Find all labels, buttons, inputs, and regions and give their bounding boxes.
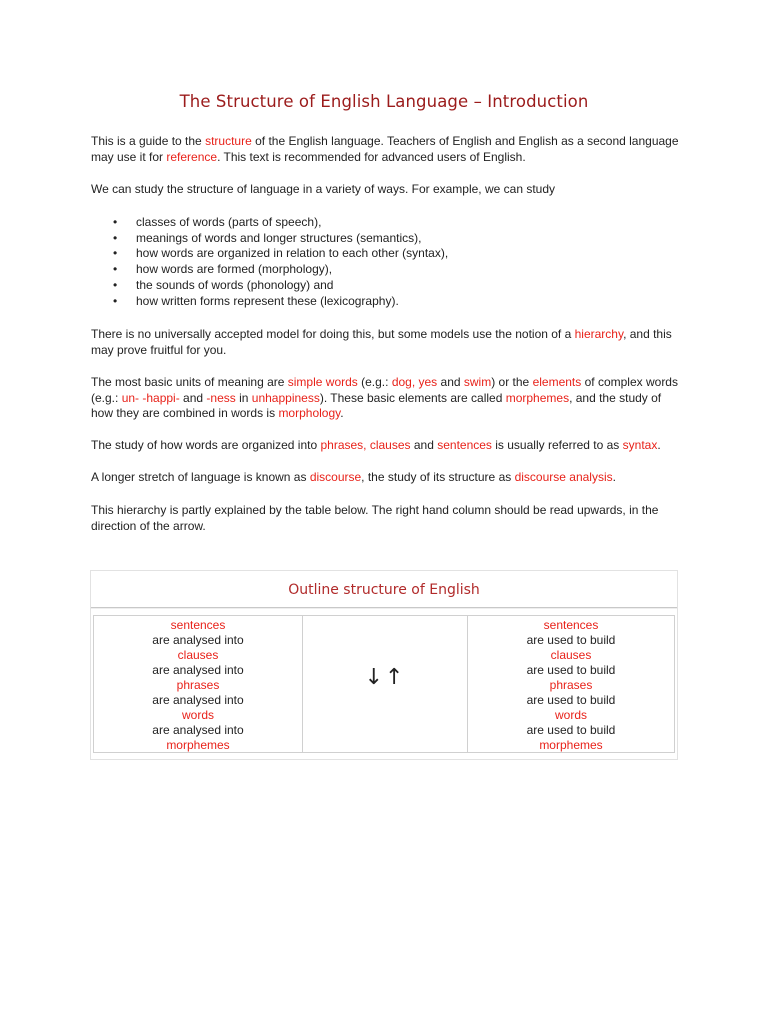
- list-item-text: the sounds of words (phonology) and: [136, 277, 334, 292]
- highlight-term: unhappiness: [251, 390, 320, 405]
- highlight-term: morphology: [278, 406, 341, 420]
- highlight-term: elements: [532, 375, 582, 389]
- table-term: phrases: [549, 678, 593, 692]
- table-relation: are analysed into: [152, 663, 244, 677]
- text-span: The study of how words are organized into: [91, 438, 321, 452]
- highlight-term: hierarchy: [574, 327, 624, 341]
- text-span: and: [179, 390, 207, 405]
- hierarchy-paragraph: [91, 327, 681, 358]
- highlight-term: structure: [205, 134, 252, 148]
- highlight-term: sentences: [437, 438, 492, 452]
- list-item: [91, 231, 651, 247]
- text-span: , and the study of how they are combined in words is: [91, 390, 662, 420]
- table-intro-paragraph: This hierarchy is partly explained by the table below. The right hand column should be read upwards, in the direction of the arrow.: [91, 503, 659, 533]
- left-column: [93, 615, 303, 753]
- text-span: , the study of its structure as: [361, 470, 515, 484]
- table-term: clauses: [177, 648, 219, 662]
- list-item-text: classes of words (parts of speech),: [136, 215, 322, 229]
- highlight-term: discourse analysis: [514, 470, 613, 484]
- study-paragraph: We can study the structure of language in a variety of ways. For example, we can study: [91, 182, 556, 196]
- text-span: and: [410, 438, 438, 452]
- table-term: phrases: [176, 678, 220, 692]
- list-item: [91, 215, 651, 231]
- table-term: words: [181, 708, 214, 722]
- text-span: .: [612, 470, 616, 484]
- bullet-icon: •: [113, 215, 118, 229]
- bullet-list: [91, 215, 651, 309]
- text-span: A longer stretch of language is known as: [91, 470, 310, 484]
- bullet-icon: •: [113, 230, 118, 245]
- table-relation: are analysed into: [152, 633, 244, 647]
- table-term: sentences: [543, 618, 599, 632]
- discourse-paragraph: [91, 470, 681, 486]
- highlight-term: morphemes: [505, 390, 570, 405]
- syntax-paragraph: [91, 438, 681, 454]
- table-term: sentences: [170, 618, 226, 632]
- text-span: . This text is recommended for advanced users of English.: [217, 149, 526, 164]
- text-span: This is a guide to the: [91, 134, 206, 148]
- text-span: in: [235, 390, 252, 405]
- bullet-icon: •: [113, 277, 118, 292]
- text-span: , and this may prove fruitful for you.: [91, 327, 672, 357]
- list-item-text: how words are organized in relation to each other (syntax),: [136, 246, 449, 261]
- text-span: There is no universally accepted model for doing this, but some models use the notion of a: [91, 327, 575, 341]
- highlight-term: syntax: [622, 438, 658, 452]
- text-span: and: [437, 375, 464, 389]
- table-title: Outline structure of English: [91, 571, 677, 608]
- list-item: [91, 294, 651, 310]
- highlight-term: dog, yes: [391, 375, 438, 389]
- intro-paragraph: [91, 134, 681, 165]
- table-term: morphemes: [539, 738, 603, 752]
- table-relation: are used to build: [526, 663, 616, 677]
- highlight-term: -ness: [206, 390, 236, 405]
- list-item-text: how words are formed (morphology),: [136, 262, 333, 277]
- text-span: of complex words (e.g.:: [91, 375, 678, 405]
- highlight-term: swim: [463, 375, 492, 389]
- bullet-icon: •: [113, 293, 118, 308]
- page-title: The Structure of English Language – Introduction: [179, 92, 589, 111]
- text-span: ) or the: [491, 375, 533, 389]
- list-item-text: meanings of words and longer structures (semantics),: [136, 230, 422, 245]
- text-span: (e.g.:: [357, 375, 392, 389]
- text-span: of the English language. Teachers of English and English as a second language may use it for: [91, 134, 679, 164]
- bullet-icon: •: [113, 262, 118, 277]
- list-item: [91, 246, 651, 262]
- middle-column: [303, 615, 467, 753]
- table-relation: are used to build: [526, 723, 616, 737]
- text-span: .: [340, 406, 344, 420]
- table-term: words: [554, 708, 587, 722]
- table-relation: are analysed into: [152, 693, 244, 707]
- table-term: clauses: [550, 648, 592, 662]
- text-span: ). These basic elements are called: [319, 390, 506, 405]
- list-item: [91, 262, 651, 278]
- table-relation: are analysed into: [152, 723, 244, 737]
- table-term: morphemes: [166, 738, 230, 752]
- table-relation: are used to build: [526, 693, 616, 707]
- highlight-term: phrases, clauses: [320, 438, 411, 452]
- right-column: [467, 615, 675, 753]
- highlight-term: discourse: [309, 470, 362, 484]
- text-span: The most basic units of meaning are: [91, 375, 288, 389]
- list-item-text: how written forms represent these (lexicography).: [136, 293, 399, 308]
- bullet-icon: •: [113, 246, 118, 261]
- list-item: [91, 278, 651, 294]
- highlight-term: un- -happi-: [121, 390, 180, 405]
- text-span: is usually referred to as: [491, 438, 623, 452]
- structure-table: [90, 570, 678, 760]
- table-relation: are used to build: [526, 633, 616, 647]
- highlight-term: reference: [166, 149, 218, 164]
- units-paragraph: [91, 375, 681, 422]
- text-span: .: [657, 438, 661, 452]
- up-down-arrows-icon: ↓↑: [364, 665, 406, 690]
- highlight-term: simple words: [287, 375, 358, 389]
